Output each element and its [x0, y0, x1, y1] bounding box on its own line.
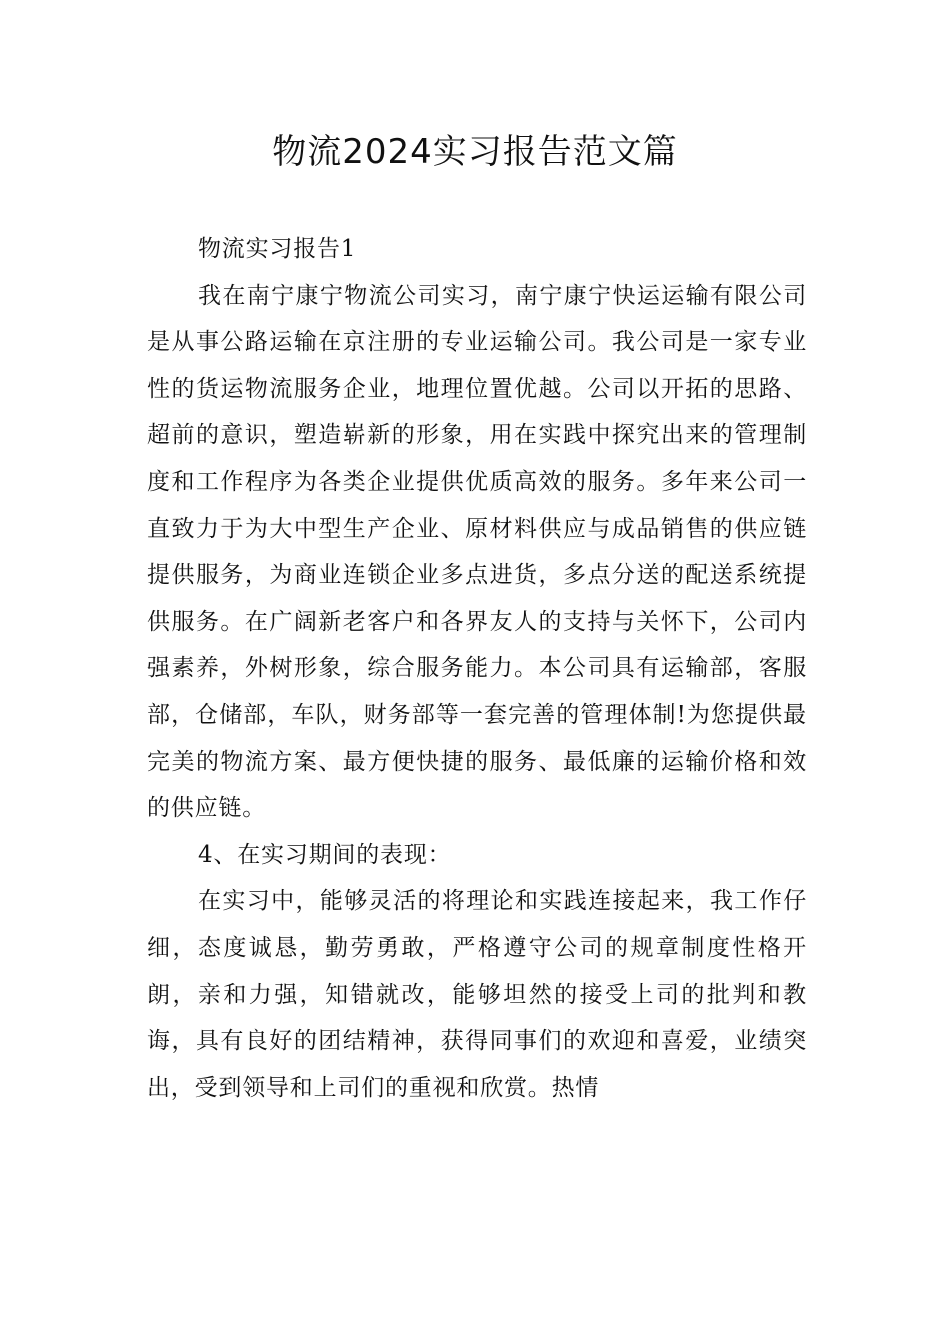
section-heading: 物流实习报告1 — [198, 236, 357, 262]
paragraph-company-intro: 我在南宁康宁物流公司实习，南宁康宁快运运输有限公司是从事公路运输在京注册的专业运输公司。我公司是一家专业性的货运物流服务企业，地理位置优越。公司以开拓的思路、超前的意识，塑造崭新的形象，用在实践中探究出来的管理制度和工作程序为各类企业提供优质高效的服务。多年来公司一直致力于为大中型生产企业、原材料供应与成品销售的供应链提供服务，为商业连锁企业多点进货，多点分送的配送系统提供服务。在广阔新老客户和各界友人的支持与关怀下，公司内强素养，外树形象，综合服务能力。本公司具有运输部，客服部，仓储部，车队，财务部等一套完善的管理体制!为您提供最完美的物流方案、最方便快捷的服务、最低廉的运输价格和效的供应链。 — [147, 282, 807, 822]
section-subheading: 4、在实习期间的表现： — [198, 841, 452, 868]
paragraph-performance: 在实习中，能够灵活的将理论和实践连接起来，我工作仔细，态度诚恳，勤劳勇敢，严格遵守公司的规章制度性格开朗，亲和力强，知错就改，能够坦然的接受上司的批判和教诲，具有良好的团结精神，获得同事们的欢迎和喜爱，业绩突出，受到领导和上司们的重视和欣赏。热情 — [147, 888, 807, 1101]
document-title: 物流2024实习报告范文篇 — [272, 132, 678, 172]
document-body — [147, 226, 807, 1111]
